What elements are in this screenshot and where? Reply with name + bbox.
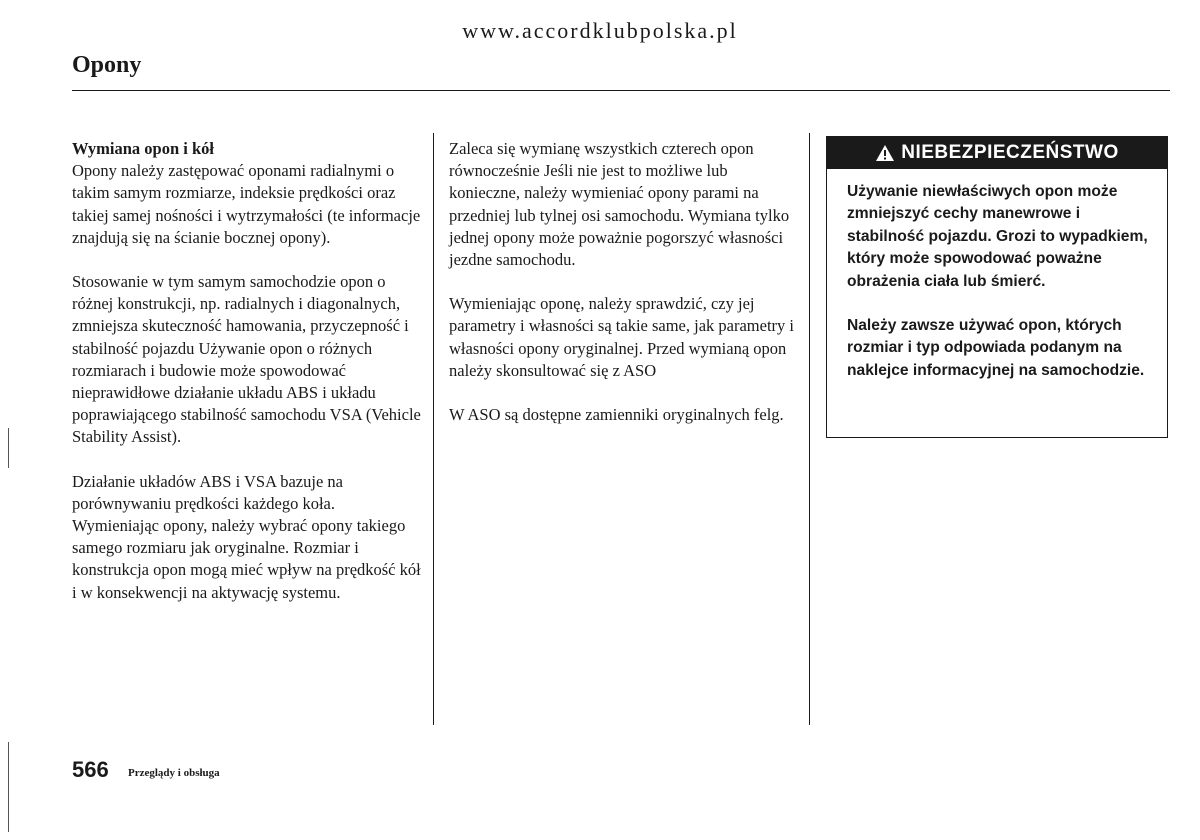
warning-triangle-icon: [875, 144, 895, 162]
paragraph: Wymieniając oponę, należy sprawdzić, czy jej parametry i własności są takie same, jak parametry i własności opony oryginalnej. Przed wymianą opon należy skonsultować się z ASO: [449, 294, 794, 380]
column-divider: [433, 133, 434, 725]
column-2: [449, 138, 801, 448]
warning-paragraph: Należy zawsze używać opon, których rozmiar i typ odpowiada podanym na naklejce informacyjnej na samochodzie.: [847, 317, 1145, 379]
chapter-label: Przeglądy i obsługa: [128, 767, 220, 779]
paragraph: Działanie układów ABS i VSA bazuje na porównywaniu prędkości każdego koła. Wymieniając opony, należy wybrać opony takiego samego rozmiaru jak oryginalne. Rozmiar i konstrukcja opon mogą mieć wpływ na prędkość kół i w konsekwencji na aktywację systemu.: [72, 471, 421, 602]
subhead-tire-replacement: Wymiana opon i kół: [72, 139, 214, 158]
scan-edge-mark: [8, 428, 9, 468]
warning-paragraph: Używanie niewłaściwych opon może zmniejszyć cechy manewrowe i stabilność pojazdu. Grozi to wypadkiem, który może spowodować poważne obrażenia ciała lub śmierć.: [847, 183, 1148, 290]
paragraph: W ASO są dostępne zamienniki oryginalnych felg.: [449, 405, 784, 425]
page-number: 566: [72, 757, 109, 782]
site-url: www.accordklubpolska.pl: [462, 18, 738, 43]
warning-header: [827, 137, 1167, 169]
section-title: Opony: [72, 52, 142, 78]
column-1: [72, 138, 424, 626]
paragraph: Stosowanie w tym samym samochodzie opon o różnej konstrukcji, np. radialnych i diagonalnych, zmniejsza skuteczność hamowania, przyczepność i stabilność pojazdu Używanie opon o różnych rozmiarach i budowie może spowodować nieprawidłowe działanie układu ABS i układu poprawiającego stabilność samochodu VSA (Vehicle Stability Assist).: [72, 272, 421, 447]
paragraph-text: Opony należy zastępować oponami radialnymi o takim samym rozmiarze, indeksie prędkości oraz takiej samej nośności i wytrzymałości (te informacje znajdują się na ścianie bocznej opony).: [72, 161, 421, 247]
warning-title: NIEBEZPIECZEŃSTWO: [901, 142, 1119, 163]
warning-body: [827, 169, 1167, 382]
scan-edge-mark: [8, 742, 9, 832]
paragraph: Zaleca się wymianę wszystkich czterech opon równocześnie Jeśli nie jest to możliwe lub konieczne, należy wymieniać opony parami na przedniej lub tylnej osi samochodu. Wymiana tylko jednej opony może poważnie pogorszyć własności jezdne samochodu.: [449, 139, 790, 270]
title-rule: [72, 90, 1170, 91]
paragraph: [72, 138, 424, 249]
column-divider: [809, 133, 810, 725]
danger-warning-box: [826, 136, 1168, 438]
